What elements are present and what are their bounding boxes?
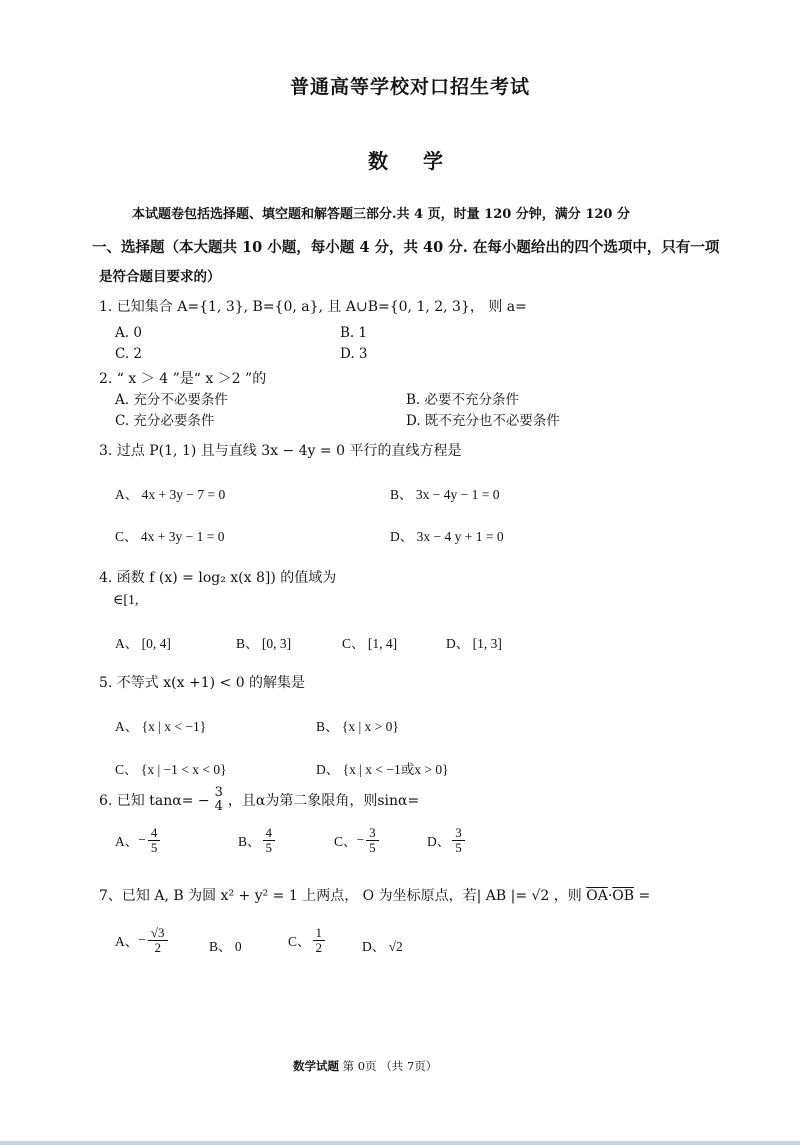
q7-option-c-label: C、	[288, 934, 311, 950]
question-1: 1. 已知集合 A={1, 3}, B={0, a}, 且 A∪B={0, 1, 2, 3}， 则 a=	[99, 299, 527, 315]
q7-text: 7、已知 A, B 为圆 x² + y² = 1 上两点， O 为坐标原点，若| AB |= √2 ，则	[99, 888, 582, 904]
exam-intro: 本试题卷包括选择题、填空题和解答题三部分.共 4 页，时量 120 分钟，满分 120 分	[132, 207, 630, 222]
footer-name: 数学试题	[293, 1059, 339, 1073]
q5-option-c[interactable]: C、 {x | −1 < x < 0}	[115, 762, 227, 777]
question-7	[99, 885, 650, 905]
q7-option-d-value: √2	[388, 939, 403, 954]
bottom-edge-strip	[0, 1141, 800, 1145]
frac-den: 5	[265, 839, 273, 855]
q7-option-b-value: 0	[234, 939, 242, 954]
frac-num: 4	[148, 826, 161, 841]
q5-option-b[interactable]: B、 {x | x > 0}	[316, 719, 399, 734]
q6-option-a[interactable]	[115, 826, 162, 854]
q3-option-d[interactable]: D、 3x − 4 y + 1 = 0	[390, 529, 504, 544]
frac-num: √3	[148, 926, 168, 941]
q6-option-b-label: B、	[238, 834, 261, 850]
q7-option-d-label: D、	[362, 939, 386, 954]
q7-dot: ·	[607, 888, 613, 904]
frac-den: 5	[369, 839, 376, 855]
q6-text-after: ，且α为第二象限角，则sinα=	[227, 792, 420, 809]
q7-vector-oa: $\overline{OA}$	[586, 888, 608, 904]
q1-option-d[interactable]: D. 3	[340, 346, 368, 362]
page-footer	[293, 1058, 437, 1074]
q6-option-a-label: A、	[115, 834, 139, 850]
subject-title: 数 学	[368, 149, 457, 173]
frac-num: 1	[313, 926, 326, 941]
frac-den: 2	[315, 939, 323, 955]
q1-option-a[interactable]: A. 0	[115, 325, 142, 341]
frac-num: 4	[263, 826, 276, 841]
q5-option-d[interactable]: D、 {x | x < −1或x > 0}	[316, 762, 449, 777]
q6-option-b[interactable]	[238, 826, 277, 854]
q6-option-b-fraction	[263, 826, 276, 854]
q1-option-b[interactable]: B. 1	[340, 325, 368, 341]
frac-den: 5	[455, 839, 462, 855]
q7-option-a[interactable]	[115, 926, 170, 954]
q4-option-b[interactable]: B、 [0, 3]	[236, 636, 292, 651]
q3-option-b[interactable]: B、 3x − 4y − 1 = 0	[390, 487, 500, 502]
q6-text: 6. 已知 tanα= −	[99, 792, 210, 809]
q3-option-a[interactable]: A、 4x + 3y − 7 = 0	[115, 487, 226, 502]
q5-option-a[interactable]: A、 {x | x < −1}	[115, 719, 207, 734]
q1-option-c[interactable]: C. 2	[115, 346, 143, 362]
frac-den: 2	[154, 939, 161, 955]
q7-option-a-label: A、	[115, 934, 139, 950]
q2-option-a[interactable]: A. 充分不必要条件	[115, 392, 228, 408]
q6-fraction	[212, 786, 226, 813]
frac-den: 5	[150, 839, 158, 855]
q7-option-c-fraction	[313, 926, 326, 954]
question-5: 5. 不等式 x(x +1) < 0 的解集是	[99, 675, 306, 691]
question-3: 3. 过点 P(1, 1) 且与直线 3x − 4y = 0 平行的直线方程是	[99, 443, 462, 459]
q6-option-c-sign: −	[356, 832, 365, 848]
q2-option-c[interactable]: C. 充分必要条件	[115, 413, 215, 429]
question-6	[99, 786, 419, 813]
q4-option-c[interactable]: C、 [1, 4]	[342, 636, 398, 651]
exam-title: 普通高等学校对口招生考试	[290, 76, 531, 98]
q4-option-d[interactable]: D、 [1, 3]	[446, 636, 502, 651]
q7-option-d[interactable]	[362, 935, 403, 955]
q7-option-a-sign: −	[138, 932, 146, 948]
question-4: 4. 函数 f (x) = log₂ x(x 8]) 的值域为	[99, 570, 337, 586]
section-heading-line1: 一、选择题（本大题共 10 小题，每小题 4 分，共 40 分. 在每小题给出的四个选项中，只有一项	[92, 239, 720, 256]
q6-option-a-fraction	[148, 826, 161, 854]
question-2: 2. “ x ＞ 4 ”是“ x ＞2 ”的	[99, 371, 267, 387]
q6-frac-den: 4	[214, 798, 223, 814]
section-heading-line2: 是符合题目要求的）	[99, 269, 221, 285]
q7-equals: =	[634, 888, 651, 904]
q7-option-b[interactable]	[209, 935, 242, 955]
q2-option-b[interactable]: B. 必要不充分条件	[406, 392, 520, 408]
footer-page: 第 0页 （共 7页）	[339, 1059, 438, 1073]
q6-option-d-label: D、	[427, 834, 451, 850]
q6-option-c-fraction	[366, 826, 379, 854]
q3-option-c[interactable]: C、 4x + 3y − 1 = 0	[115, 529, 225, 544]
q2-option-d[interactable]: D. 既不充分也不必要条件	[406, 413, 560, 429]
question-4-domain: ∈[1,	[113, 593, 139, 608]
q7-option-b-label: B、	[209, 939, 232, 954]
q7-option-a-fraction	[148, 926, 168, 954]
q6-option-c[interactable]	[334, 826, 381, 854]
q6-option-d[interactable]	[427, 826, 467, 854]
q4-option-a[interactable]: A、 [0, 4]	[115, 636, 171, 651]
q7-vector-ob: $\overline{OB}$	[612, 888, 635, 904]
q7-option-c[interactable]	[288, 926, 327, 954]
q6-option-d-fraction	[452, 826, 465, 854]
frac-num: 3	[452, 826, 465, 841]
q6-option-c-label: C、	[334, 834, 357, 850]
frac-num: 3	[366, 826, 379, 841]
q6-option-a-sign: −	[138, 832, 146, 848]
q6-frac-num: 3	[214, 785, 223, 800]
